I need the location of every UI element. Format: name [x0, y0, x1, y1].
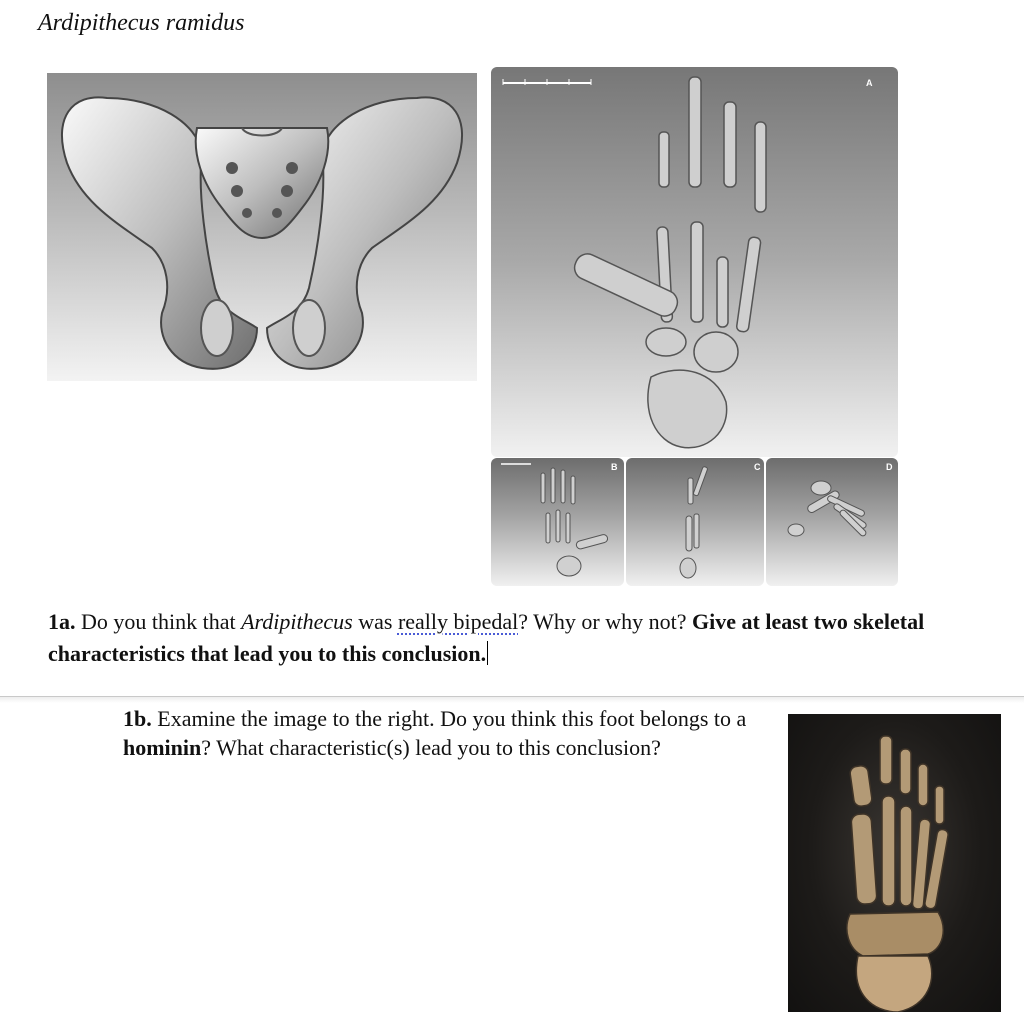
question-1b-label: 1b. [123, 706, 152, 731]
question-1b[interactable] [123, 704, 763, 762]
pelvis-illustration [47, 73, 477, 381]
pelvis-image [47, 73, 477, 381]
question-1a-text-2: was [352, 609, 398, 634]
question-1b-text-2: ? What characteristic(s) lead you to this conclusion? [201, 735, 661, 760]
panel-label-d: D [886, 462, 893, 472]
panel-b-bones [491, 458, 624, 586]
fossil-foot-image-a [491, 67, 898, 457]
fossil-foot-image-c [626, 458, 764, 586]
question-1a-text-1: Do you think that [75, 609, 242, 634]
fossil-foot-image-b [491, 458, 624, 586]
panel-c-bones [626, 458, 764, 586]
panel-label-b: B [611, 462, 618, 472]
page-break-shadow [0, 697, 1024, 703]
text-cursor [487, 641, 488, 665]
question-1b-bold-term: hominin [123, 735, 202, 760]
fossil-foot-photo-bones [788, 714, 1001, 1012]
panel-label-c: C [754, 462, 761, 472]
fossil-foot-bones [491, 67, 898, 457]
panel-d-bones [766, 458, 898, 586]
question-1a-italic-term: Ardipithecus [241, 609, 353, 634]
fossil-foot-image-d [766, 458, 898, 586]
question-1a-label: 1a. [48, 609, 76, 634]
grammar-flagged-phrase[interactable]: really bipedal [397, 609, 519, 634]
question-1a-text-3: ? Why or why not? [518, 609, 693, 634]
panel-label-a: A [866, 78, 873, 88]
question-1b-text-1: Examine the image to the right. Do you think this foot belongs to a [151, 706, 747, 731]
question-1a[interactable] [48, 606, 988, 670]
fossil-foot-photo [788, 714, 1001, 1012]
question-1a-instruction: Give at least two skeletal characteristics that lead you to this conclusion. [48, 609, 925, 666]
document-title: Ardipithecus ramidus [38, 10, 245, 36]
